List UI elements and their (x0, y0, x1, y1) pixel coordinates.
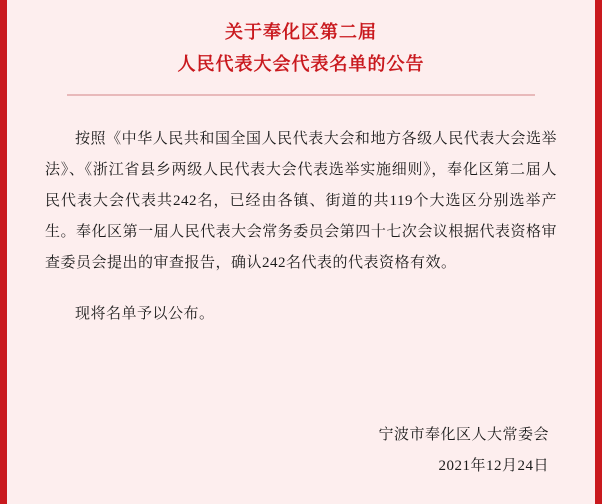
signature-block (378, 420, 549, 482)
document-title-line-2: 人民代表大会代表名单的公告 (177, 54, 425, 74)
signature-organization: 宁波市奉化区人大常委会 (378, 427, 549, 443)
document-title-block (7, 0, 595, 102)
body-paragraph-1: 按照《中华人民共和国全国人民代表大会和地方各级人民代表大会选举法》、《浙江省县乡两级人民代表大会代表选举实施细则》，奉化区第二届人民代表大会代表共242名，已经由各镇、街道的共119个大选区分别选举产生。奉化区第一届人民代表大会常务委员会第四十七次会议根据代表资格审查委员会提出的审查报告，确认242名代表的代表资格有效。 (45, 131, 557, 271)
document-title-line-1: 关于奉化区第二届 (225, 22, 377, 42)
document-body (7, 102, 595, 330)
signature-date: 2021年12月24日 (438, 458, 549, 474)
body-paragraph-2: 现将名单予以公布。 (75, 306, 215, 322)
title-divider (67, 94, 535, 96)
